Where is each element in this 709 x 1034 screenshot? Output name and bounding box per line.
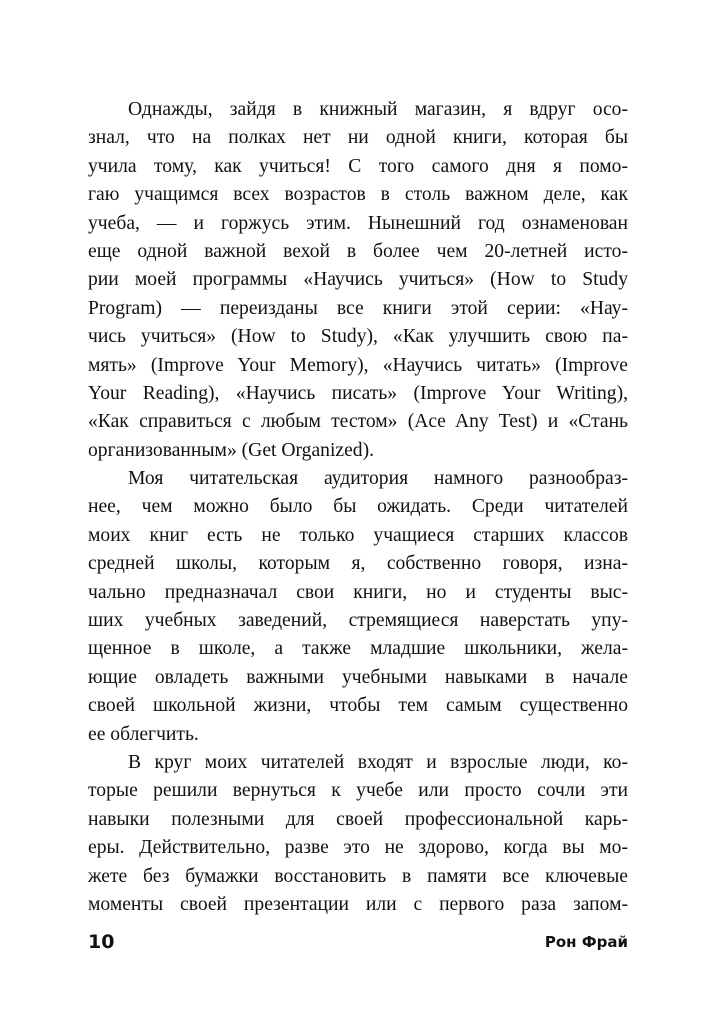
text-line: щенное в школе, а также младшие школьники, жела- xyxy=(88,638,628,660)
text-line: ющие овладеть важными учебными навыками в начале xyxy=(88,666,628,688)
text-line: знал, что на полках нет ни одной книги, которая бы xyxy=(88,127,628,149)
text-line: учеба, — и горжусь этим. Нынешний год ознаменован xyxy=(88,212,628,234)
text-line: еще одной важной вехой в более чем 20-летней исто- xyxy=(88,240,628,262)
text-line: мять» (Improve Your Memory), «Научись читать» (Improve xyxy=(88,354,628,376)
text-line: учила тому, как учиться! С того самого дня я помо- xyxy=(88,155,628,177)
text-line: жете без бумажки восстановить в памяти все ключевые xyxy=(88,865,628,887)
paragraph-3 xyxy=(88,749,628,919)
body-text xyxy=(88,96,628,919)
text-line: Program) — переизданы все книги этой серии: «Нау- xyxy=(88,297,628,319)
text-line: еры. Действительно, разве это не здорово, когда вы мо- xyxy=(88,837,628,859)
text-line: ее облегчить. xyxy=(88,723,199,745)
text-line: гаю учащимся всех возрастов в столь важном деле, как xyxy=(88,184,628,206)
text-line: торые решили вернуться к учебе или просто сочли эти xyxy=(88,780,628,802)
text-line: В круг моих читателей входят и взрослые люди, ко- xyxy=(128,751,628,773)
text-line: организованным» (Get Organized). xyxy=(88,439,375,461)
text-line: «Как справиться с любым тестом» (Ace Any Test) и «Стань xyxy=(88,411,628,433)
paragraph-1 xyxy=(88,96,628,465)
text-line: рии моей программы «Научись учиться» (How to Study xyxy=(88,269,628,291)
text-line: своей школьной жизни, чтобы тем самым существенно xyxy=(88,695,628,717)
text-line: чально предназначал свои книги, но и студенты выс- xyxy=(88,581,628,603)
text-line: моменты своей презентации или с первого раза запом- xyxy=(88,893,628,915)
text-line: навыки полезными для своей профессиональной карь- xyxy=(88,808,628,830)
text-line: ших учебных заведений, стремящиеся наверстать упу- xyxy=(88,610,628,632)
text-line: нее, чем можно было бы ожидать. Среди читателей xyxy=(88,496,628,518)
page-footer xyxy=(88,928,628,956)
text-line: Моя читательская аудитория намного разнообраз- xyxy=(128,468,628,490)
paragraph-2 xyxy=(88,465,628,749)
running-author: Рон Фрай xyxy=(544,933,628,951)
text-line: Your Reading), «Научись писать» (Improve Your Writing), xyxy=(88,382,628,404)
text-line: чись учиться» (How to Study), «Как улучшить свою па- xyxy=(88,326,628,348)
page-number: 10 xyxy=(88,931,115,953)
text-line: моих книг есть не только учащиеся старших классов xyxy=(88,524,628,546)
text-line: средней школы, которым я, собственно говоря, изна- xyxy=(88,553,628,575)
text-line: Однажды, зайдя в книжный магазин, я вдруг осо- xyxy=(128,99,628,120)
